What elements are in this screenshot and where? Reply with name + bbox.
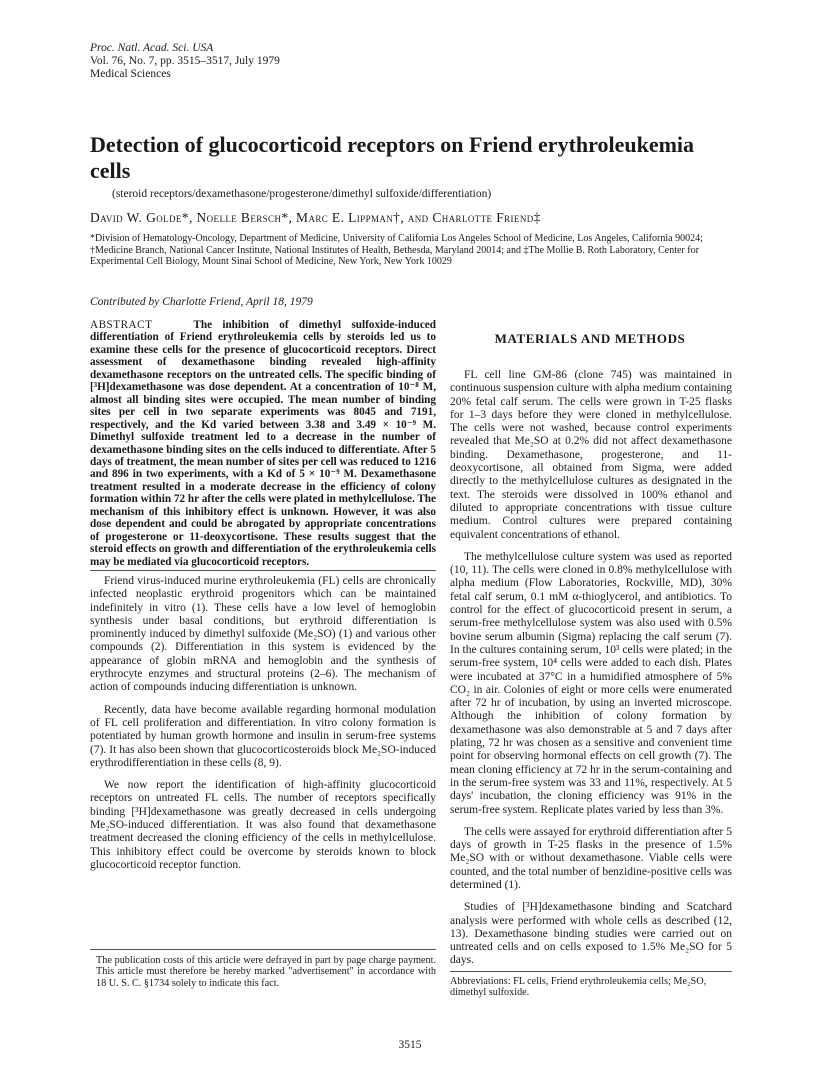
methods-paragraph: The cells were assayed for erythroid differentiation after 5 days of growth in T-25 flasks in the presence of 1.5% Me₂SO with or without dexamethasone. Viable cells were counted, and the total number of benzidine-positive cells was determined (1). bbox=[450, 825, 733, 891]
contributed-by: Contributed by Charlotte Friend, April 18, 1979 bbox=[90, 296, 313, 308]
abbreviations-divider bbox=[450, 971, 732, 972]
abstract-divider bbox=[90, 570, 436, 571]
publication-cost-footnote: The publication costs of this article were defrayed in part by page charge payment. This article must therefore be hereby marked "advertisement" in accordance with 18 U. S. C. §1734 solely to indicate this fact. bbox=[96, 955, 436, 989]
article-title: Detection of glucocorticoid receptors on Friend erythroleukemia cells bbox=[90, 132, 695, 183]
journal-name: Proc. Natl. Acad. Sci. USA bbox=[90, 42, 214, 54]
introduction bbox=[90, 575, 436, 881]
intro-paragraph: Friend virus-induced murine erythroleukemia (FL) cells are chronically infected neoplastic erythroid progenitors which can be maintained indefinitely in vitro (1). These cells have a low level of hemoglobin synthesis under basal conditions, but erythroid differentiation is prominently induced by dimethyl sulfoxide (Me₂SO) (1) and various other compounds (2). Differentiation in this system is evidenced by the appearance of globin mRNA and hemoglobin and the synthesis of erythrocyte enzymes and structural proteins (2–6). The mechanism of action of compounds inducing differentiation is unknown. bbox=[90, 575, 436, 694]
methods-paragraph: FL cell line GM-86 (clone 745) was maintained in continuous suspension culture with alpha medium containing 20% fetal calf serum. The cells were grown in T-25 flasks for 1–3 days before they were cloned in methylcellulose. The cells were not washed, because control experiments revealed that Me₂SO at 0.2% did not affect dexamethasone binding. Dexamethasone, progesterone, and 11-deoxycortisone, all obtained from Sigma, were added directly to the methylcellulose cultures as designated in the text. The steroids were dissolved in 100% ethanol and diluted to appropriate concentrations with tissue culture medium. Control cultures were prepared containing equivalent concentrations of ethanol. bbox=[450, 369, 732, 541]
keywords: (steroid receptors/dexamethasone/progesterone/dimethyl sulfoxide/differentiation) bbox=[112, 188, 492, 200]
abstract-heading: ABSTRACT bbox=[90, 319, 153, 331]
page-number: 3515 bbox=[398, 1039, 422, 1051]
section-label: Medical Sciences bbox=[90, 68, 171, 80]
methods-body bbox=[450, 369, 732, 977]
footnote-divider bbox=[90, 949, 436, 950]
methods-paragraph: The methylcellulose culture system was used as reported (10, 11). The cells were cloned in 0.8% methylcellulose with alpha medium (Flow Laboratories, Rockville, MD), 30% fetal calf serum, 0.1 mM α-thioglycerol, and antibiotics. To control for the effect of glucocorticoid present in serum, a serum-free methylcellulose system was also used with 0.5% bovine serum albumin (Sigma) replacing the calf serum (7). In the cultures containing serum, 10³ cells were plated; in the serum-free system, 10⁴ cells were added to each dish. Plates were incubated at 37°C in a humidified atmosphere of 5% CO₂ in air. Colonies of eight or more cells were enumerated after 72 hr of incubation, by using an inverted microscope. Although the inhibition of colony formation by dexamethasone was also demonstrable at 5 and 7 days after plating, 72 hr was chosen as a sensitive and convenient time point for observing hormonal effects on cell growth (7). The mean cloning efficiency at 72 hr in the serum-containing and in the serum-free system was 33 and 11%, respectively. At 5 days' incubation, the cloning efficiency was 91% in the serum-free system. Replicate plates varied by less than 3%. bbox=[450, 550, 732, 816]
affiliations: *Division of Hematology-Oncology, Department of Medicine, University of California Los Angeles School of Medicine, Los Angeles, California 90024; †Medicine Branch, National Cancer Institute, National Institutes of Health, Bethesda, Maryland 20014; and ‡The Mollie B. Roth Laboratory, Center for Experimental Cell Biology, Mount Sinai School of Medicine, New York, New York 10029 bbox=[90, 233, 703, 268]
abstract-text: The inhibition of dimethyl sulfoxide-induced differentiation of Friend erythroleukemia cells by steroids led us to examine these cells for the presence of glucocorticoid receptors. Direct assessment of dexamethasone binding revealed high-affinity dexamethasone receptors on the untreated cells. The specific binding of [³H]dexamethasone was dose dependent. At a concentration of 10⁻⁸ M, almost all binding sites were occupied. The mean number of binding sites per cell in two separate experiments was 8045 and 7191, respectively, and the Kd varied between 3.38 and 3.49 × 10⁻⁹ M. Dimethyl sulfoxide treatment led to a decrease in the number of dexamethasone binding sites on the cells induced to differentiate. After 5 days of treatment, the mean number of sites per cell was reduced to 1216 and 896 in two experiments, with a Kd of 5 × 10⁻⁹ M. Dexamethasone treatment resulted in a moderate decrease in the efficiency of colony formation within 72 hr after the cells were plated in methylcellulose. The mechanism of this inhibitory effect is unknown. However, it was also dose dependent and could be abrogated by appropriate concentrations of progesterone or 11-deoxycortisone. These results suggest that the steroid effects on growth and differentiation of the erythroleukemia cells may be mediated via glucocorticoid receptors. bbox=[90, 319, 436, 568]
intro-paragraph: Recently, data have become available regarding hormonal modulation of FL cell proliferation and differentiation. In vitro colony formation is potentiated by human growth hormone and insulin in serum-free systems (7). It has also been shown that glucocorticosteroids block Me₂SO-induced erythrodifferentiation in these cells (8, 9). bbox=[90, 703, 436, 769]
author-list: David W. Golde*, Noelle Bersch*, Marc E. Lippman†, and Charlotte Friend‡ bbox=[90, 210, 541, 225]
abbreviations-footnote: Abbreviations: FL cells, Friend erythroleukemia cells; Me₂SO, dimethyl sulfoxide. bbox=[450, 976, 707, 999]
methods-paragraph: Studies of [³H]dexamethasone binding and Scatchard analysis were performed with whole cells as described (12, 13). Dexamethasone binding studies were carried out on untreated cells and on cells exposed to 1.5% Me₂SO for 5 days. bbox=[450, 901, 732, 967]
journal-header bbox=[90, 42, 390, 81]
abstract bbox=[90, 319, 436, 568]
methods-heading: MATERIALS AND METHODS bbox=[494, 331, 686, 346]
intro-paragraph: We now report the identification of high-affinity glucocorticoid receptors on untreated FL cells. The number of receptors specifically binding [³H]dexamethasone was greatly decreased in cells undergoing Me₂SO-induced differentiation. It was also found that dexamethasone treatment decreased the cloning efficiency of the cells in methylcellulose. This inhibitory effect could be overcome by steroids known to block glucocorticoid receptor function. bbox=[90, 779, 436, 871]
volume-line: Vol. 76, No. 7, pp. 3515–3517, July 1979 bbox=[90, 55, 280, 67]
